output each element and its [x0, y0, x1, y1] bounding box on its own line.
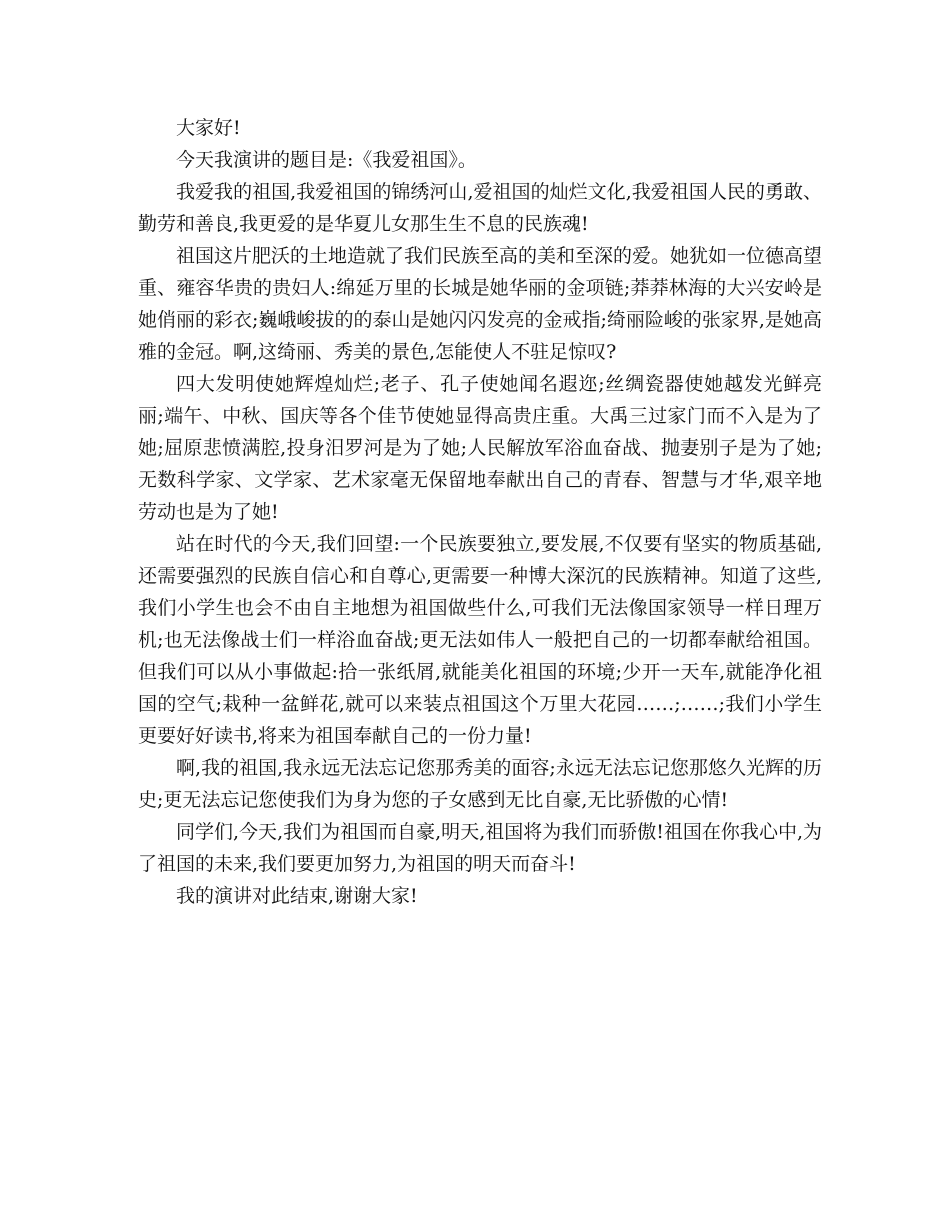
paragraph-love-motherland: 我爱我的祖国,我爱祖国的锦绣河山,爱祖国的灿烂文化,我爱祖国人民的勇敢、勤劳和善良,我更爱的是华夏儿女那生生不息的民族魂! [138, 181, 822, 235]
paragraph-history: 四大发明使她辉煌灿烂;老子、孔子使她闻名遐迩;丝绸瓷器使她越发光鲜亮丽;端午、中秋、国庆等各个佳节使她显得高贵庄重。大禹三过家门而不入是为了她;屈原悲愤满腔,投身汨罗河是为了她;人民解放军浴血奋战、抛妻别子是为了她;无数科学家、文学家、艺术家毫无保留地奉献出自己的青春、智慧与才华,艰辛地劳动也是为了她! [138, 373, 822, 523]
paragraph-topic: 今天我演讲的题目是:《我爱祖国》。 [176, 149, 477, 171]
paragraph-call-to-action: 同学们,今天,我们为祖国而自豪,明天,祖国将为我们而骄傲!祖国在你我心中,为了祖国的未来,我们要更加努力,为祖国的明天而奋斗! [138, 821, 822, 875]
paragraph-present: 站在时代的今天,我们回望:一个民族要独立,要发展,不仅要有坚实的物质基础,还需要强烈的民族自信心和自尊心,更需要一种博大深沉的民族精神。知道了这些,我们小学生也会不由自主地想为祖国做些什么,可我们无法像国家领导一样日理万机;也无法像战士们一样浴血奋战;更无法如伟人一般把自己的一切都奉献给祖国。但我们可以从小事做起:拾一张纸屑,就能美化祖国的环境;少开一天车,就能净化祖国的空气;栽种一盆鲜花,就可以来装点祖国这个万里大花园……;……;我们小学生更要好好读书,将来为祖国奉献自己的一份力量! [138, 533, 822, 747]
paragraph-landscape: 祖国这片肥沃的土地造就了我们民族至高的美和至深的爱。她犹如一位德高望重、雍容华贵的贵妇人:绵延万里的长城是她华丽的金项链;莽莽林海的大兴安岭是她俏丽的彩衣;巍峨峻拔的的泰山是她闪闪发亮的金戒指;绮丽险峻的张家界,是她高雅的金冠。啊,这绮丽、秀美的景色,怎能使人不驻足惊叹? [138, 245, 823, 363]
paragraph-closing: 我的演讲对此结束,谢谢大家! [176, 885, 418, 907]
paragraph-greeting: 大家好! [176, 117, 241, 139]
speech-body [138, 112, 822, 912]
paragraph-tribute: 啊,我的祖国,我永远无法忘记您那秀美的面容;永远无法忘记您那悠久光辉的历史;更无法忘记您使我们为身为您的子女感到无比自豪,无比骄傲的心情! [138, 757, 822, 811]
